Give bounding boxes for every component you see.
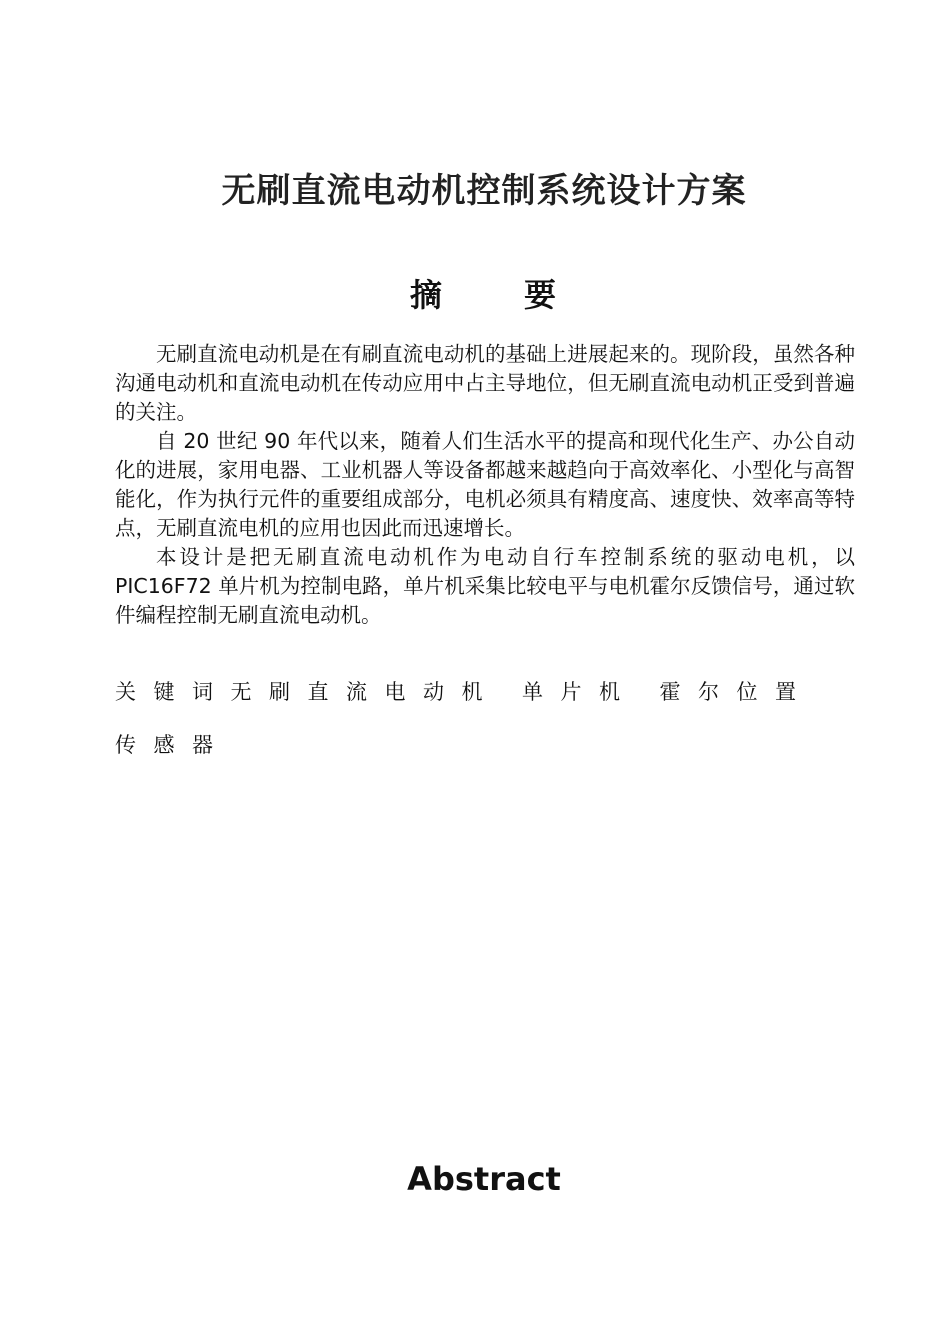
- abstract-heading: 摘要: [409, 276, 638, 314]
- document-title: 无刷直流电动机控制系统设计方案: [221, 171, 747, 211]
- abstract-paragraph: 自 20 世纪 90 年代以来，随着人们生活水平的提高和现代化生产、办公自动化的进展，家用电器、工业机器人等设备都越来越趋向于高效率化、小型化与高智能化，作为执行元件的重要组成部分，电机必须具有精度高、速度快、效率高等特点，无刷直流电机的应用也因此而迅速增长。: [115, 429, 855, 540]
- abstract-paragraph: 本设计是把无刷直流电动机作为电动自行车控制系统的驱动电机，以 PIC16F72 单片机为控制电路，单片机采集比较电平与电机霍尔反馈信号，通过软件编程控制无刷直流电动机。: [115, 545, 855, 627]
- keyword: 单片机: [522, 680, 638, 704]
- keyword: 无刷直流电动机: [230, 680, 500, 704]
- abstract-body: [115, 340, 855, 630]
- english-abstract-heading: Abstract: [407, 1160, 561, 1198]
- keywords-line: [115, 666, 850, 772]
- abstract-paragraph: 无刷直流电动机是在有刷直流电动机的基础上进展起来的。现阶段，虽然各种沟通电动机和直流电动机在传动应用中占主导地位，但无刷直流电动机正受到普遍的关注。: [115, 342, 855, 424]
- keywords-label: 关键词: [115, 680, 231, 704]
- keyword: 霍尔位置传感器: [115, 680, 814, 757]
